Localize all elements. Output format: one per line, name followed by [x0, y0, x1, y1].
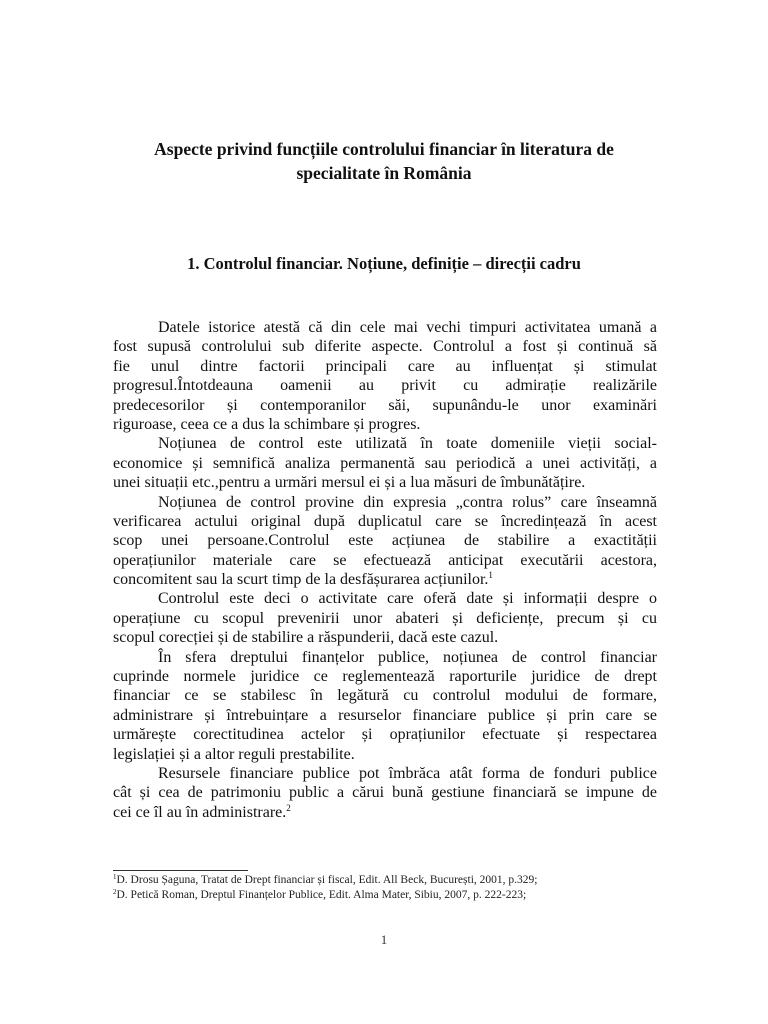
text-line: scop unei persoane.Controlul este acțiunea de stabilire a exactității [113, 532, 657, 550]
text-line: Controlul este deci o activitate care oferă date și informații despre o [158, 590, 657, 608]
text-line: Resursele financiare publice pot îmbrăca atât forma de fonduri publice [158, 764, 657, 782]
footnote-reference[interactable]: 1 [488, 570, 493, 581]
text-line: În sfera dreptului finanțelor publice, noțiunea de control financiar [158, 648, 657, 666]
text-line: legislației și a altor reguli prestabilite. [113, 745, 355, 763]
section-heading: 1. Controlul financiar. Noțiune, definiție – direcții cadru [187, 254, 581, 273]
footnote-text: D. Petică Roman, Dreptul Finanțelor Publice, Edit. Alma Mater, Sibiu, 2007, p. 222-223; [116, 889, 527, 901]
title-line: Aspecte privind funcțiile controlului financiar în literatura de [154, 139, 614, 159]
text-line: administrare și întrebuințare a resurselor financiare publice și prin care se [113, 706, 657, 724]
text-line: Datele istorice atestă că din cele mai vechi timpuri activitatea umană a [158, 319, 657, 336]
text-line-content: concomitent sau la scurt timp de la desfășurarea acțiunilor. [113, 571, 489, 589]
text-line: Noțiunea de control provine din expresia „contra rolus” care înseamnă [158, 493, 657, 511]
paragraph [113, 648, 657, 764]
footnote [113, 888, 673, 903]
footnote-reference[interactable]: 2 [286, 802, 291, 813]
paragraph [113, 318, 657, 434]
document-title [100, 137, 668, 185]
body-text [113, 318, 657, 822]
text-line: progresul.Întotdeauna oamenii au privit cu admirație realizările [113, 377, 657, 395]
footnote-number: 2 [113, 888, 117, 896]
text-line: cuprinde normele juridice ce reglementează raporturile juridice de drept [113, 668, 657, 686]
footnotes [113, 873, 673, 903]
page-number: 1 [380, 932, 388, 947]
footnote-separator [113, 870, 248, 871]
text-line: predecesorilor și contemporanilor săi, supunându-le unor examinări [113, 396, 657, 414]
title-line: specialitate în România [296, 163, 472, 183]
text-line: economice și semnifică analiza permanentă sau periodică a unei activități, a [113, 454, 657, 472]
paragraph [113, 589, 657, 647]
text-line [113, 570, 657, 589]
text-line: Noțiunea de control este utilizată în toate domeniile vieții social- [158, 435, 657, 453]
text-line: cât și cea de patrimoniu public a cărui bună gestiune financiară se impune de [113, 784, 657, 802]
text-line: urmărește corectitudinea actelor și oprațiunilor efectuate și respectarea [113, 726, 657, 744]
text-line: operațiunilor materiale care se efectuează anticipat executării acestora, [113, 551, 657, 569]
paragraph [113, 493, 657, 590]
text-line: unei situații etc.,pentru a urmări mersul ei și a lua măsuri de îmbunătățire. [113, 474, 586, 492]
text-line [113, 803, 657, 822]
paragraph [113, 764, 657, 822]
text-line: fie unul dintre factorii principali care au influențat și stimulat [113, 357, 657, 375]
text-line: operațiune cu scopul prevenirii unor abateri și deficiențe, precum și cu [113, 609, 657, 627]
text-line: fost supusă controlului sub diferite aspecte. Controlul a fost și continuă să [113, 338, 657, 356]
text-line-content: cei ce îl au în administrare. [113, 803, 287, 821]
footnote-number: 1 [113, 873, 117, 881]
footnote-text: D. Drosu Șaguna, Tratat de Drept financiar și fiscal, Edit. All Beck, București, 2001, p.329; [116, 874, 538, 886]
text-line: verificarea actului original după duplicatul care se încredințează în acest [113, 512, 657, 530]
text-line: scopul corecției și de stabilire a răspunderii, dacă este cazul. [113, 629, 499, 647]
text-line: riguroase, ceea ce a dus la schimbare și progres. [113, 415, 421, 433]
paragraph [113, 434, 657, 492]
text-line: financiar ce se stabilesc în legătură cu controlul modului de formare, [113, 687, 657, 705]
footnote [113, 873, 673, 888]
